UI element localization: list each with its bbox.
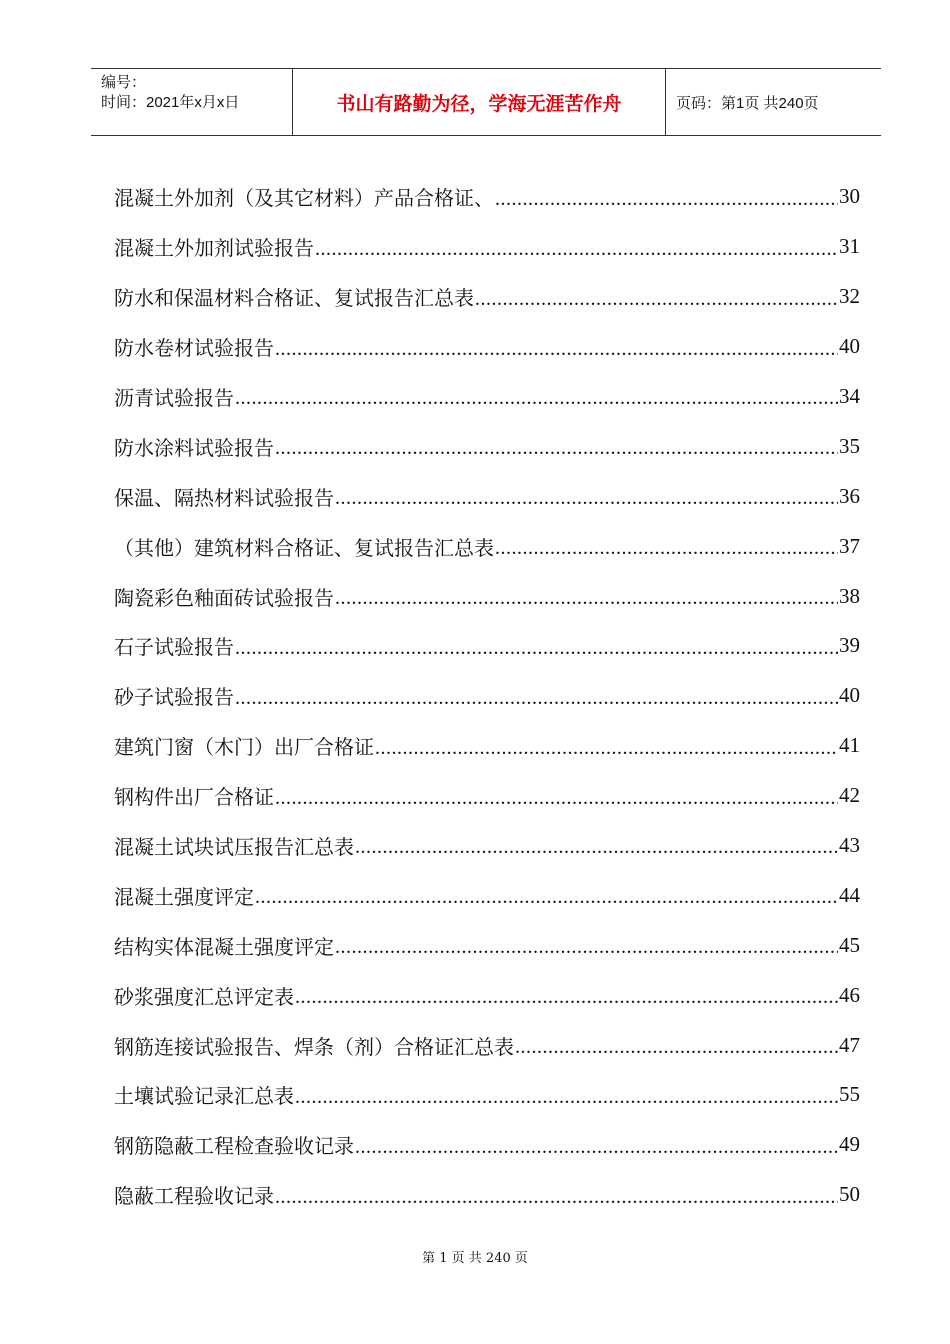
toc-entry-title: 隐蔽工程验收记录 bbox=[114, 1184, 274, 1209]
toc-entry[interactable] bbox=[114, 1170, 860, 1220]
toc-entry[interactable] bbox=[114, 222, 860, 272]
toc-entry[interactable] bbox=[114, 1120, 860, 1170]
toc-entry-page: 41 bbox=[839, 733, 860, 758]
toc-dot-leader bbox=[275, 338, 838, 361]
toc-entry-page: 35 bbox=[839, 433, 860, 458]
toc-entry-title: 钢筋隐蔽工程检查验收记录 bbox=[114, 1134, 354, 1159]
toc-entry-page: 40 bbox=[839, 683, 860, 708]
toc-entry-page: 44 bbox=[839, 882, 860, 907]
toc-entry-title: 沥青试验报告 bbox=[114, 386, 234, 410]
toc-dot-leader bbox=[355, 1136, 838, 1159]
toc-dot-leader bbox=[495, 537, 838, 560]
toc-entry[interactable] bbox=[114, 970, 860, 1020]
toc-entry[interactable] bbox=[114, 272, 860, 322]
toc-dot-leader bbox=[335, 487, 838, 510]
toc-dot-leader bbox=[495, 188, 838, 211]
toc-dot-leader bbox=[235, 387, 838, 410]
toc-entry[interactable] bbox=[114, 621, 860, 671]
toc-dot-leader bbox=[295, 986, 838, 1009]
toc-entry-page: 38 bbox=[839, 583, 860, 608]
toc-entry-page: 32 bbox=[839, 284, 860, 309]
toc-entry-title: （其他）建筑材料合格证、复试报告汇总表 bbox=[114, 535, 494, 560]
toc-entry[interactable] bbox=[114, 671, 860, 721]
toc-entry-title: 结构实体混凝土强度评定 bbox=[114, 934, 334, 959]
toc-entry-title: 防水卷材试验报告 bbox=[114, 336, 274, 361]
toc-dot-leader bbox=[235, 687, 838, 710]
toc-entry-page: 50 bbox=[839, 1182, 860, 1207]
toc-entry-title: 土壤试验记录汇总表 bbox=[114, 1084, 294, 1109]
toc-entry-title: 防水和保温材料合格证、复试报告汇总表 bbox=[114, 286, 474, 311]
toc-entry[interactable] bbox=[114, 771, 860, 821]
toc-entry[interactable] bbox=[114, 1020, 860, 1070]
toc-dot-leader bbox=[475, 288, 838, 311]
toc-dot-leader bbox=[515, 1036, 838, 1059]
toc-dot-leader bbox=[335, 587, 838, 610]
toc-entry-title: 陶瓷彩色釉面砖试验报告 bbox=[114, 585, 334, 610]
document-header bbox=[91, 68, 881, 136]
toc-entry-page: 37 bbox=[839, 533, 860, 558]
toc-dot-leader bbox=[235, 637, 838, 660]
toc-entry-page: 31 bbox=[839, 234, 860, 259]
toc-dot-leader bbox=[335, 936, 838, 959]
toc-entry-page: 49 bbox=[839, 1132, 860, 1157]
toc-dot-leader bbox=[355, 836, 838, 859]
toc-entry[interactable] bbox=[114, 821, 860, 871]
toc-entry-title: 混凝土试块试压报告汇总表 bbox=[114, 835, 354, 860]
toc-entry-title: 防水涂料试验报告 bbox=[114, 435, 274, 460]
toc-entry[interactable] bbox=[114, 372, 860, 422]
toc-entry-title: 砂子试验报告 bbox=[114, 685, 234, 710]
toc-entry-page: 43 bbox=[839, 833, 860, 858]
toc-dot-leader bbox=[315, 238, 838, 261]
toc-entry-title: 混凝土外加剂试验报告 bbox=[114, 236, 314, 261]
toc-entry[interactable] bbox=[114, 1070, 860, 1120]
toc-entry-page: 39 bbox=[839, 633, 860, 658]
header-meta bbox=[91, 69, 293, 135]
toc-entry[interactable] bbox=[114, 471, 860, 521]
toc-entry-page: 46 bbox=[839, 982, 860, 1007]
toc-dot-leader bbox=[275, 437, 838, 460]
toc-entry[interactable] bbox=[114, 870, 860, 920]
toc-entry[interactable] bbox=[114, 172, 860, 222]
toc-entry-page: 34 bbox=[839, 384, 860, 408]
toc-entry-title: 石子试验报告 bbox=[114, 635, 234, 660]
toc-entry-title: 混凝土强度评定 bbox=[114, 884, 254, 909]
toc-entry[interactable] bbox=[114, 521, 860, 571]
serial-label: 编号： bbox=[101, 74, 147, 91]
toc-entry-title: 混凝土外加剂（及其它材料）产品合格证、 bbox=[114, 186, 494, 211]
toc-entry-title: 砂浆强度汇总评定表 bbox=[114, 984, 294, 1009]
toc-dot-leader bbox=[295, 1086, 838, 1109]
toc-entry-title: 建筑门窗（木门）出厂合格证 bbox=[114, 735, 374, 760]
toc-entry-page: 47 bbox=[839, 1032, 860, 1057]
page-footer: 第 1 页 共 240 页 bbox=[422, 1251, 528, 1266]
toc-entry-page: 55 bbox=[839, 1082, 860, 1107]
toc-entry-page: 42 bbox=[839, 783, 860, 808]
toc-entry[interactable] bbox=[114, 920, 860, 970]
toc-entry-page: 40 bbox=[839, 334, 860, 359]
toc-dot-leader bbox=[275, 787, 838, 810]
table-of-contents bbox=[114, 172, 860, 1220]
toc-entry[interactable] bbox=[114, 322, 860, 372]
toc-entry[interactable] bbox=[114, 571, 860, 621]
toc-entry-page: 45 bbox=[839, 932, 860, 957]
time-label: 时间：2021年x月x日 bbox=[101, 94, 240, 111]
toc-dot-leader bbox=[275, 1186, 838, 1209]
header-motto: 书山有路勤为径，学海无涯苦作舟 bbox=[293, 69, 666, 135]
toc-dot-leader bbox=[375, 737, 838, 760]
toc-entry-title: 钢构件出厂合格证 bbox=[114, 785, 274, 810]
toc-entry-page: 30 bbox=[839, 184, 860, 209]
toc-dot-leader bbox=[255, 886, 838, 909]
toc-entry[interactable] bbox=[114, 421, 860, 471]
toc-entry-title: 保温、隔热材料试验报告 bbox=[114, 485, 334, 510]
toc-entry-title: 钢筋连接试验报告、焊条（剂）合格证汇总表 bbox=[114, 1034, 514, 1059]
header-page-info: 页码：第1页 共240页 bbox=[676, 94, 819, 112]
toc-entry[interactable] bbox=[114, 721, 860, 771]
toc-entry-page: 36 bbox=[839, 483, 860, 508]
